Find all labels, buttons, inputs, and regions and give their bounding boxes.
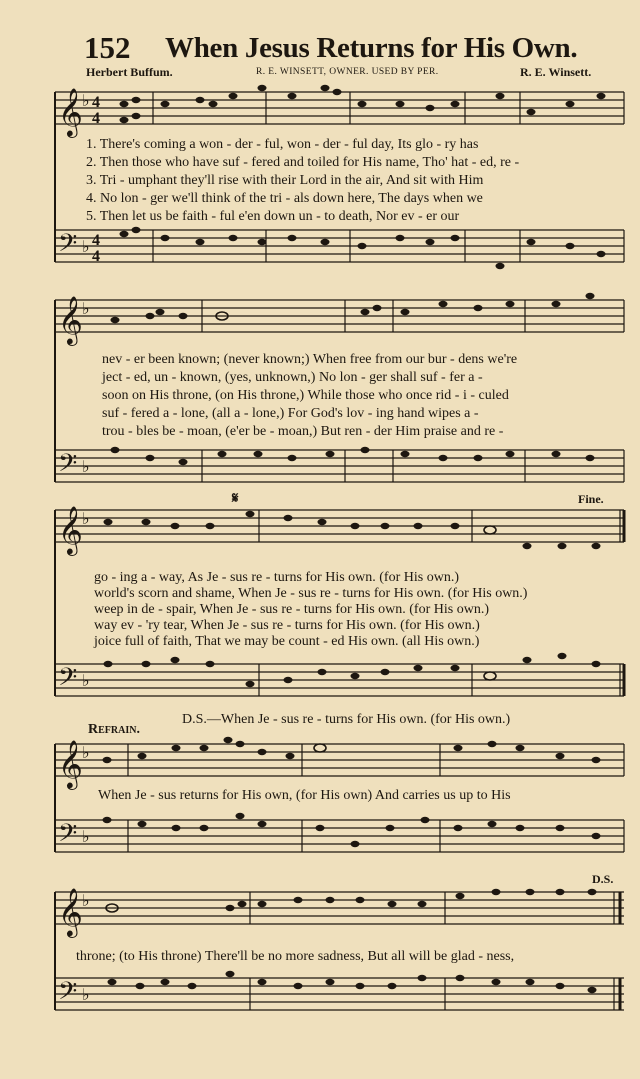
bass-clef: 𝄢 bbox=[58, 450, 78, 483]
verse-4-line-3: way ev - 'ry tear, When Je - sus re - turns for His own. (for His own.) bbox=[94, 618, 480, 633]
fine-marking: Fine. bbox=[578, 492, 604, 506]
composer-credit: R. E. Winsett. bbox=[520, 65, 592, 79]
bass-clef: 𝄢 bbox=[58, 230, 78, 263]
flat-sign: ♭ bbox=[82, 511, 90, 528]
time-signature-bottom: 4 bbox=[92, 248, 100, 265]
treble-clef: 𝄞 bbox=[58, 508, 83, 554]
treble-clef: 𝄞 bbox=[58, 890, 83, 936]
bass-clef: 𝄢 bbox=[58, 820, 78, 853]
treble-staff bbox=[55, 300, 624, 332]
ds-marking: D.S. bbox=[592, 872, 614, 886]
flat-sign: ♭ bbox=[82, 239, 90, 256]
bass-clef: 𝄢 bbox=[58, 978, 78, 1011]
music-system-4 bbox=[0, 734, 640, 874]
verse-1-line-2: nev - er been known; (never known;) When free from our bur - dens we're bbox=[102, 352, 518, 367]
refrain-label: Refrain. bbox=[88, 722, 140, 737]
flat-sign: ♭ bbox=[82, 93, 90, 110]
bass-notes bbox=[103, 813, 601, 847]
lyricist-credit: Herbert Buffum. bbox=[86, 65, 173, 79]
verse-2-line-3: world's scorn and shame, When Je - sus re - turns for His own. (for His own.) bbox=[94, 586, 528, 601]
verse-1-line-3: go - ing a - way, As Je - sus re - turns for His own. (for His own.) bbox=[94, 570, 459, 585]
refrain-line-1: When Je - sus returns for His own, (for His own) And carries us up to His bbox=[98, 788, 511, 803]
verse-5-line-3: joice full of faith, That we may be count - ed His own. (all His own.) bbox=[94, 634, 480, 649]
flat-sign: ♭ bbox=[82, 301, 90, 318]
time-signature-top: 4 bbox=[92, 232, 100, 249]
treble-notes bbox=[104, 511, 601, 549]
verse-4-line-2: suf - fered a - lone, (all a - lone,) For God's lov - ing hand wipes a - bbox=[102, 406, 479, 421]
bass-clef: 𝄢 bbox=[58, 664, 78, 697]
verse-3-line-2: soon on His throne, (on His throne,) While those who once rid - i - culed bbox=[102, 388, 509, 403]
treble-clef: 𝄞 bbox=[58, 298, 83, 344]
verse-1-line-1: 1. There's coming a won - der - ful, won - der - ful day, Its glo - ry has bbox=[86, 137, 479, 152]
flat-sign: ♭ bbox=[82, 987, 90, 1004]
bass-notes bbox=[108, 971, 597, 993]
bass-notes bbox=[104, 653, 601, 687]
ds-return-line: D.S.—When Je - sus re - turns for His own. (for His own.) bbox=[182, 712, 511, 727]
treble-staff bbox=[55, 510, 624, 542]
hymn-number: 152 bbox=[84, 30, 131, 65]
treble-staff bbox=[55, 744, 624, 776]
flat-sign: ♭ bbox=[82, 673, 90, 690]
treble-staff bbox=[55, 92, 624, 124]
time-signature-bottom: 4 bbox=[92, 110, 100, 127]
flat-sign: ♭ bbox=[82, 745, 90, 762]
verse-2-line-2: ject - ed, un - known, (yes, unknown,) No lon - ger shall suf - fer a - bbox=[102, 370, 483, 385]
flat-sign: ♭ bbox=[82, 829, 90, 846]
verse-4-line-1: 4. No lon - ger we'll think of the tri - als down here, The days when we bbox=[86, 191, 483, 206]
time-signature-top: 4 bbox=[92, 94, 100, 111]
hymn-title: When Jesus Returns for His Own. bbox=[165, 32, 578, 64]
verse-3-line-3: weep in de - spair, When Je - sus re - turns for His own. (for His own.) bbox=[94, 602, 489, 617]
treble-notes bbox=[120, 85, 606, 123]
treble-clef: 𝄞 bbox=[58, 742, 83, 788]
segno-sign: 𝄋 bbox=[232, 491, 239, 507]
treble-notes bbox=[103, 737, 601, 763]
copyright-credit: R. E. WINSETT, OWNER. USED BY PER. bbox=[256, 67, 439, 77]
bass-notes bbox=[120, 227, 606, 269]
verse-5-line-1: 5. Then let us be faith - ful e'en down un - to death, Nor ev - er our bbox=[86, 209, 460, 224]
verse-5-line-2: trou - bles be - moan, (e'er be - moan,) But ren - der Him praise and re - bbox=[102, 424, 504, 439]
refrain-line-2: throne; (to His throne) There'll be no more sadness, But all will be glad - ness, bbox=[76, 949, 515, 964]
verse-3-line-1: 3. Tri - umphant they'll rise with their Lord in the air, And sit with Him bbox=[86, 173, 484, 188]
treble-clef: 𝄞 bbox=[58, 90, 83, 136]
flat-sign: ♭ bbox=[82, 459, 90, 476]
flat-sign: ♭ bbox=[82, 893, 90, 910]
treble-staff bbox=[55, 892, 624, 924]
verse-2-line-1: 2. Then those who have suf - fered and toiled for His name, Tho' hat - ed, re - bbox=[86, 155, 520, 170]
